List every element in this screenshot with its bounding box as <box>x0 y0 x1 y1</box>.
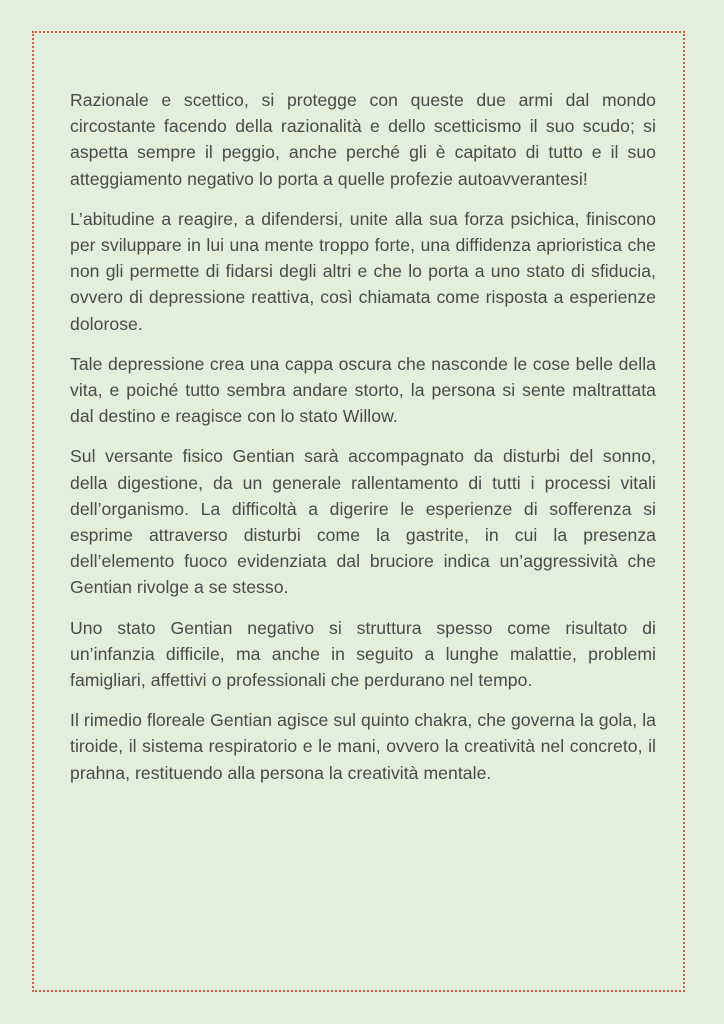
paragraph-5: Uno stato Gentian negativo si struttura spesso come risultato di un’infanzia difficile, ma anche in seguito a lunghe malattie, problemi famigliari, affettivi o professionali che perdurano nel tempo. <box>70 617 656 691</box>
paragraph-1: Razionale e scettico, si protegge con queste due armi dal mondo circostante facendo della razionalità e dello scetticismo il suo scudo; si aspetta sempre il peggio, anche perché gli è capitato di tutto e il suo atteggiamento negativo lo porta a quelle profezie autoavverantesi! <box>70 90 656 189</box>
paragraph-6: Il rimedio floreale Gentian agisce sul quinto chakra, che governa la gola, la tiroide, il sistema respiratorio e le mani, ovvero la creatività nel concreto, il prahna, restituendo alla persona la creatività mentale. <box>70 710 656 783</box>
document-body <box>70 87 656 800</box>
paragraph-3: Tale depressione crea una cappa oscura che nasconde le cose belle della vita, e poiché tutto sembra andare storto, la persona si sente maltrattata dal destino e reagisce con lo stato Willow. <box>70 353 656 427</box>
paragraph-4: Sul versante fisico Gentian sarà accompagnato da disturbi del sonno, della digestione, da un generale rallentamento di tutti i processi vitali dell’organismo. La difficoltà a digerire le esperienze di sofferenza si esprime attraverso disturbi come la gastrite, in cui la presenza dell’elemento fuoco evidenziata dal bruciore indica un’aggressività che Gentian rivolge a se stesso. <box>70 446 656 598</box>
paragraph-2: L’abitudine a reagire, a difendersi, unite alla sua forza psichica, finiscono per sviluppare in lui una mente troppo forte, una diffidenza aprioristica che non gli permette di fidarsi degli altri e che lo porta a uno stato di sfiducia, ovvero di depressione reattiva, così chiamata come risposta a esperienze dolorose. <box>70 208 656 334</box>
